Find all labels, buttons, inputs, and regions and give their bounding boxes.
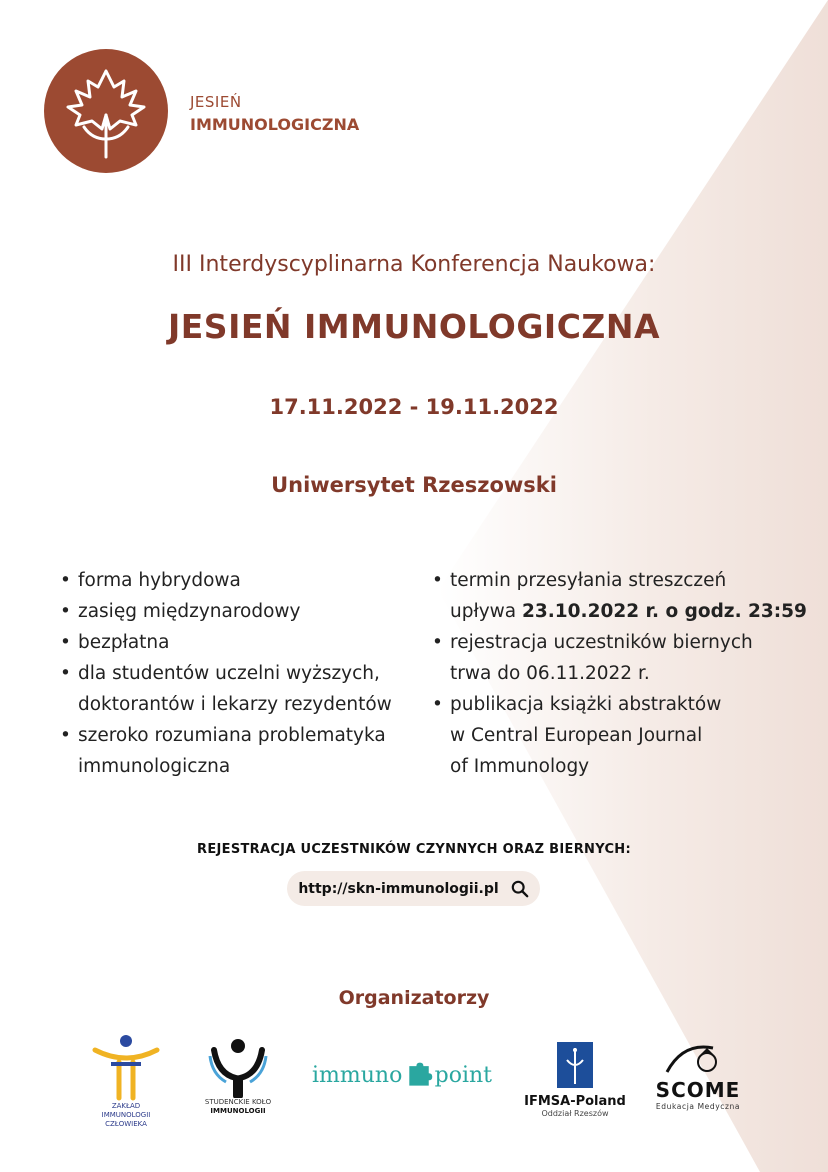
brand-line2: IMMUNOLOGICZNA (190, 115, 360, 134)
conference-dates: 17.11.2022 - 19.11.2022 (269, 395, 559, 419)
brand-line1: JESIEŃ (190, 93, 242, 111)
list-item-publication: • publikacja książki abstraktów w Central European Journal of Immunology (432, 689, 812, 782)
human-figure-icon (91, 1032, 161, 1102)
zaklad-line1: ZAKŁAD IMMUNOLOGII (101, 1102, 151, 1119)
skn-line1: STUDENCKIE KOŁO (204, 1098, 272, 1106)
registration-url[interactable]: http://skn-immunologii.pl (298, 880, 499, 897)
scome-emblem-icon (663, 1038, 733, 1078)
conference-title: JESIEŃ IMMUNOLOGICZNA (167, 307, 660, 346)
list-item: • bezpłatna (60, 627, 440, 658)
zaklad-immunologii-logo (88, 1032, 164, 1129)
list-item-deadline: • termin przesyłania streszczeń upływa 23.10.2022 r. o godz. 23:59 (432, 565, 812, 627)
skn-line2: IMMUNOLOGII (210, 1107, 266, 1115)
list-item: • dla studentów uczelni wyższych, doktorantów i lekarzy rezydentów (60, 658, 440, 720)
list-item-registration: • rejestracja uczestników biernych trwa do 06.11.2022 r. (432, 627, 812, 689)
organizers-heading: Organizatorzy (338, 987, 490, 1009)
conference-subtitle: III Interdyscyplinarna Konferencja Naukowa: (172, 252, 656, 277)
scome-sub: Edukacja Medyczna (655, 1102, 741, 1111)
university-name: Uniwersytet Rzeszowski (271, 473, 557, 497)
list-item: • szeroko rozumiana problematyka immunologiczna (60, 720, 440, 782)
puzzle-icon (404, 1059, 432, 1091)
search-icon[interactable] (511, 880, 529, 898)
list-item: • forma hybrydowa (60, 565, 440, 596)
scome-name: SCOME (655, 1078, 741, 1102)
point-text: point (434, 1062, 492, 1088)
immuno-text: immuno (312, 1062, 403, 1088)
maple-leaf-hands-icon (44, 49, 168, 173)
ifmsa-sub: Oddział Rzeszów (541, 1109, 609, 1118)
conference-logo (44, 49, 168, 173)
ifmsa-poland-logo (520, 1040, 630, 1118)
registration-url-link[interactable] (287, 871, 540, 906)
registration-heading: REJESTRACJA UCZESTNIKÓW CZYNNYCH ORAZ BIERNYCH: (197, 842, 631, 857)
features-left (60, 565, 440, 782)
zaklad-line2: CZŁOWIEKA (105, 1120, 147, 1128)
skn-immunologii-logo (198, 1034, 278, 1116)
scome-logo (650, 1038, 746, 1111)
list-item: • zasięg międzynarodowy (60, 596, 440, 627)
immunopoint-logo (312, 1050, 492, 1100)
ifmsa-name: IFMSA-Poland (524, 1094, 626, 1109)
ifmsa-emblem-icon (555, 1040, 595, 1090)
figure-arms-icon (206, 1034, 270, 1098)
features-right (432, 565, 812, 782)
